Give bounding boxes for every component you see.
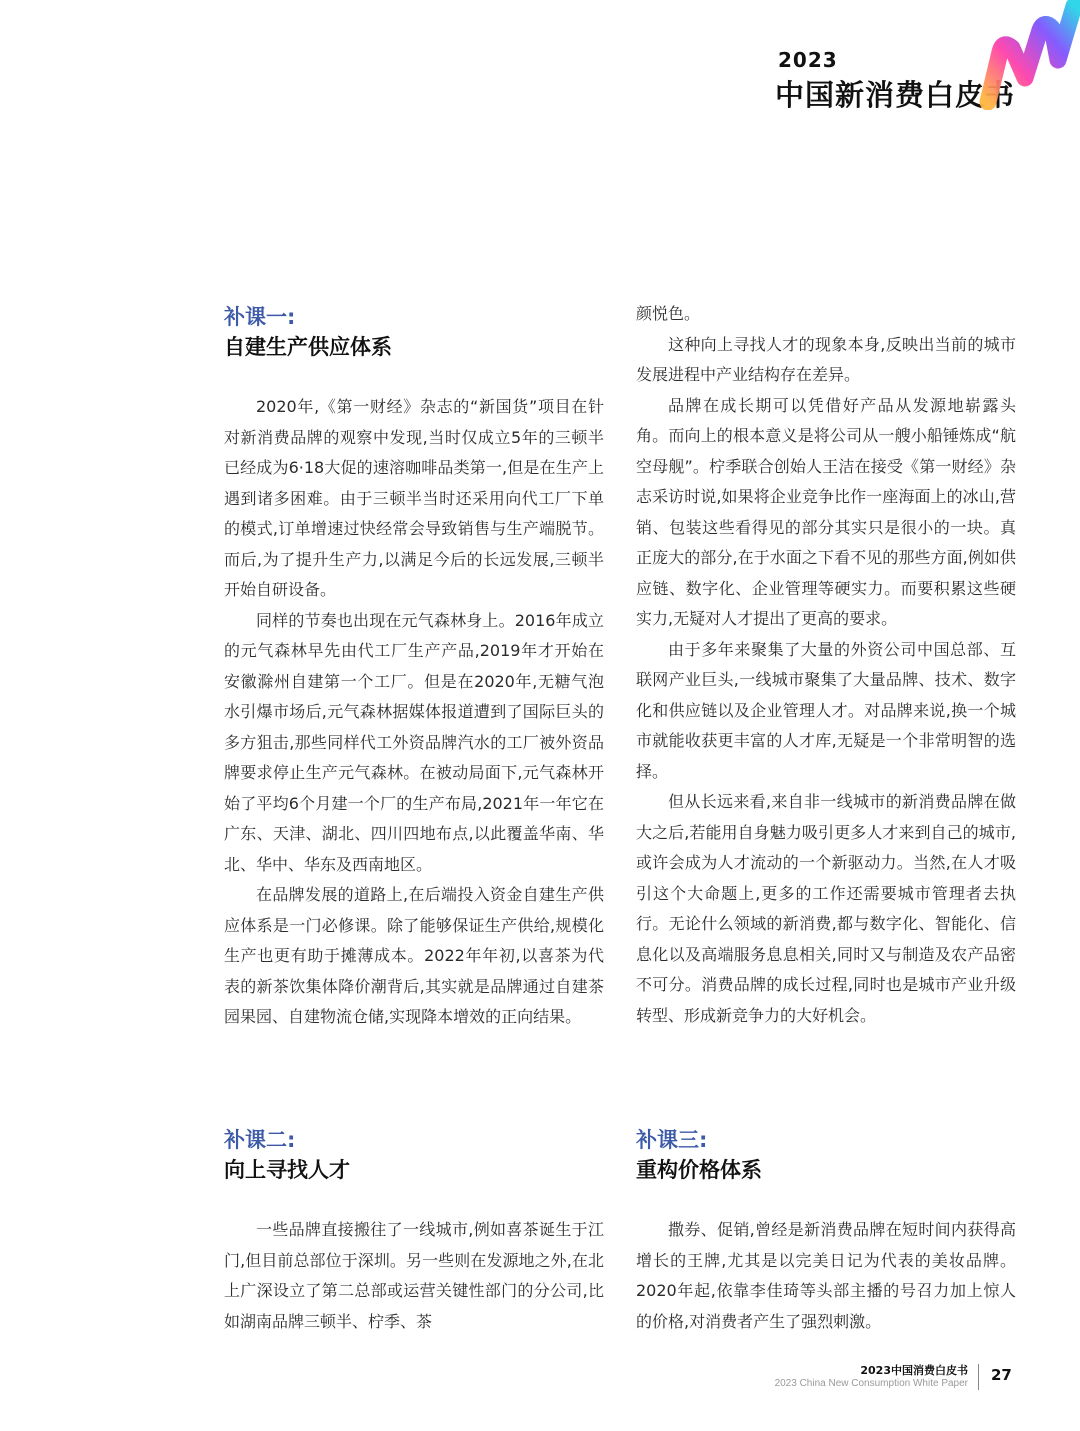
logo-year: 2023 bbox=[778, 48, 838, 72]
section-1-label: 补课一: bbox=[224, 305, 296, 329]
section-2-paragraph: 由于多年来聚集了大量的外资公司中国总部、互联网产业巨头,一线城市聚集了大量品牌、技术、数字化和供应链以及企业管理人才。对品牌来说,换一个城市就能收获更丰富的人才库,无疑是一个非常明智的选择。 bbox=[636, 639, 1016, 781]
footer-divider bbox=[978, 1364, 979, 1390]
section-3 bbox=[636, 1125, 1016, 1337]
section-3-label: 补课三: bbox=[636, 1128, 708, 1152]
section-1-paragraph: 2020年,《第一财经》杂志的“新国货”项目在针对新消费品牌的观察中发现,当时仅成立5年的三顿半已经成为6·18大促的速溶咖啡品类第一,但是在生产上遇到诸多困难。由于三顿半当时还采用向代工厂下单的模式,订单增速过快经常会导致销售与生产端脱节。而后,为了提升生产力,以满足今后的长远发展,三顿半开始自研设备。 bbox=[224, 397, 604, 599]
section-2-paragraph: 这种向上寻找人才的现象本身,反映出当前的城市发展进程中产业结构存在差异。 bbox=[636, 334, 1016, 384]
section-2-paragraph: 一些品牌直接搬往了一线城市,例如喜茶诞生于江门,但目前总部位于深圳。另一些则在发源地之外,在北上广深设立了第二总部或运营关键性部门的分公司,比如湖南品牌三顿半、柠季、茶 bbox=[224, 1220, 604, 1331]
page-number: 27 bbox=[991, 1366, 1012, 1384]
logo-swoosh-graphic bbox=[970, 0, 1080, 110]
continuation-text: 颜悦色。 bbox=[636, 304, 701, 323]
logo-title: 中国新消费白皮书 bbox=[775, 78, 1016, 112]
section-1-paragraph: 在品牌发展的道路上,在后端投入资金自建生产供应体系是一门必修课。除了能够保证生产供给,规模化生产也更有助于摊薄成本。2022年年初,以喜茶为代表的新茶饮集体降价潮背后,其实就是品牌通过自建茶园果园、自建物流仓储,实现降本增效的正向结果。 bbox=[224, 885, 604, 1026]
section-2-label: 补课二: bbox=[224, 1128, 296, 1152]
section-3-paragraph: 撒券、促销,曾经是新消费品牌在短时间内获得高增长的王牌,尤其是以完美日记为代表的美妆品牌。2020年起,依靠李佳琦等头部主播的号召力加上惊人的价格,对消费者产生了强烈刺激。 bbox=[636, 1220, 1016, 1331]
section-1 bbox=[224, 302, 604, 1033]
section-1-paragraph: 同样的节奏也出现在元气森林身上。2016年成立的元气森林早先由代工厂生产产品,2019年才开始在安徽滁州自建第一个工厂。但是在2020年,无糖气泡水引爆市场后,元气森林据媒体报道遭到了国际巨头的多方狙击,那些同样代工外资品牌汽水的工厂被外资品牌要求停止生产元气森林。在被动局面下,元气森林开始了平均6个月建一个厂的生产布局,2021年一年它在广东、天津、湖北、四川四地布点,以此覆盖华南、华北、华中、华东及西南地区。 bbox=[224, 610, 604, 874]
footer-subtitle: 2023 China New Consumption White Paper bbox=[774, 1378, 968, 1389]
section-2-paragraph: 品牌在成长期可以凭借好产品从发源地崭露头角。而向上的根本意义是将公司从一艘小船锤炼成“航空母舰”。柠季联合创始人王洁在接受《第一财经》杂志采访时说,如果将企业竞争比作一座海面上的冰山,营销、包装这些看得见的部分其实只是很小的一块。真正庞大的部分,在于水面之下看不见的那些方面,例如供应链、数字化、企业管理等硬实力。而要积累这些硬实力,无疑对人才提出了更高的要求。 bbox=[636, 395, 1016, 628]
section-1-title: 自建生产供应体系 bbox=[224, 335, 392, 359]
section-2-paragraph: 但从长远来看,来自非一线城市的新消费品牌在做大之后,若能用自身魅力吸引更多人才来到自己的城市,或许会成为人才流动的一个新驱动力。当然,在人才吸引这个大命题上,更多的工作还需要城市管理者去执行。无论什么领域的新消费,都与数字化、智能化、信息化以及高端服务息息相关,同时又与制造及农产品密不可分。消费品牌的成长过程,同时也是城市产业升级转型、形成新竞争力的大好机会。 bbox=[636, 792, 1016, 1025]
section-3-title: 重构价格体系 bbox=[636, 1158, 762, 1182]
footer-title: 2023中国消费白皮书 bbox=[860, 1364, 968, 1377]
section-2-title: 向上寻找人才 bbox=[224, 1158, 350, 1182]
section-2 bbox=[224, 1125, 604, 1337]
report-logo bbox=[0, 0, 1080, 120]
right-column-text bbox=[636, 299, 1016, 1031]
